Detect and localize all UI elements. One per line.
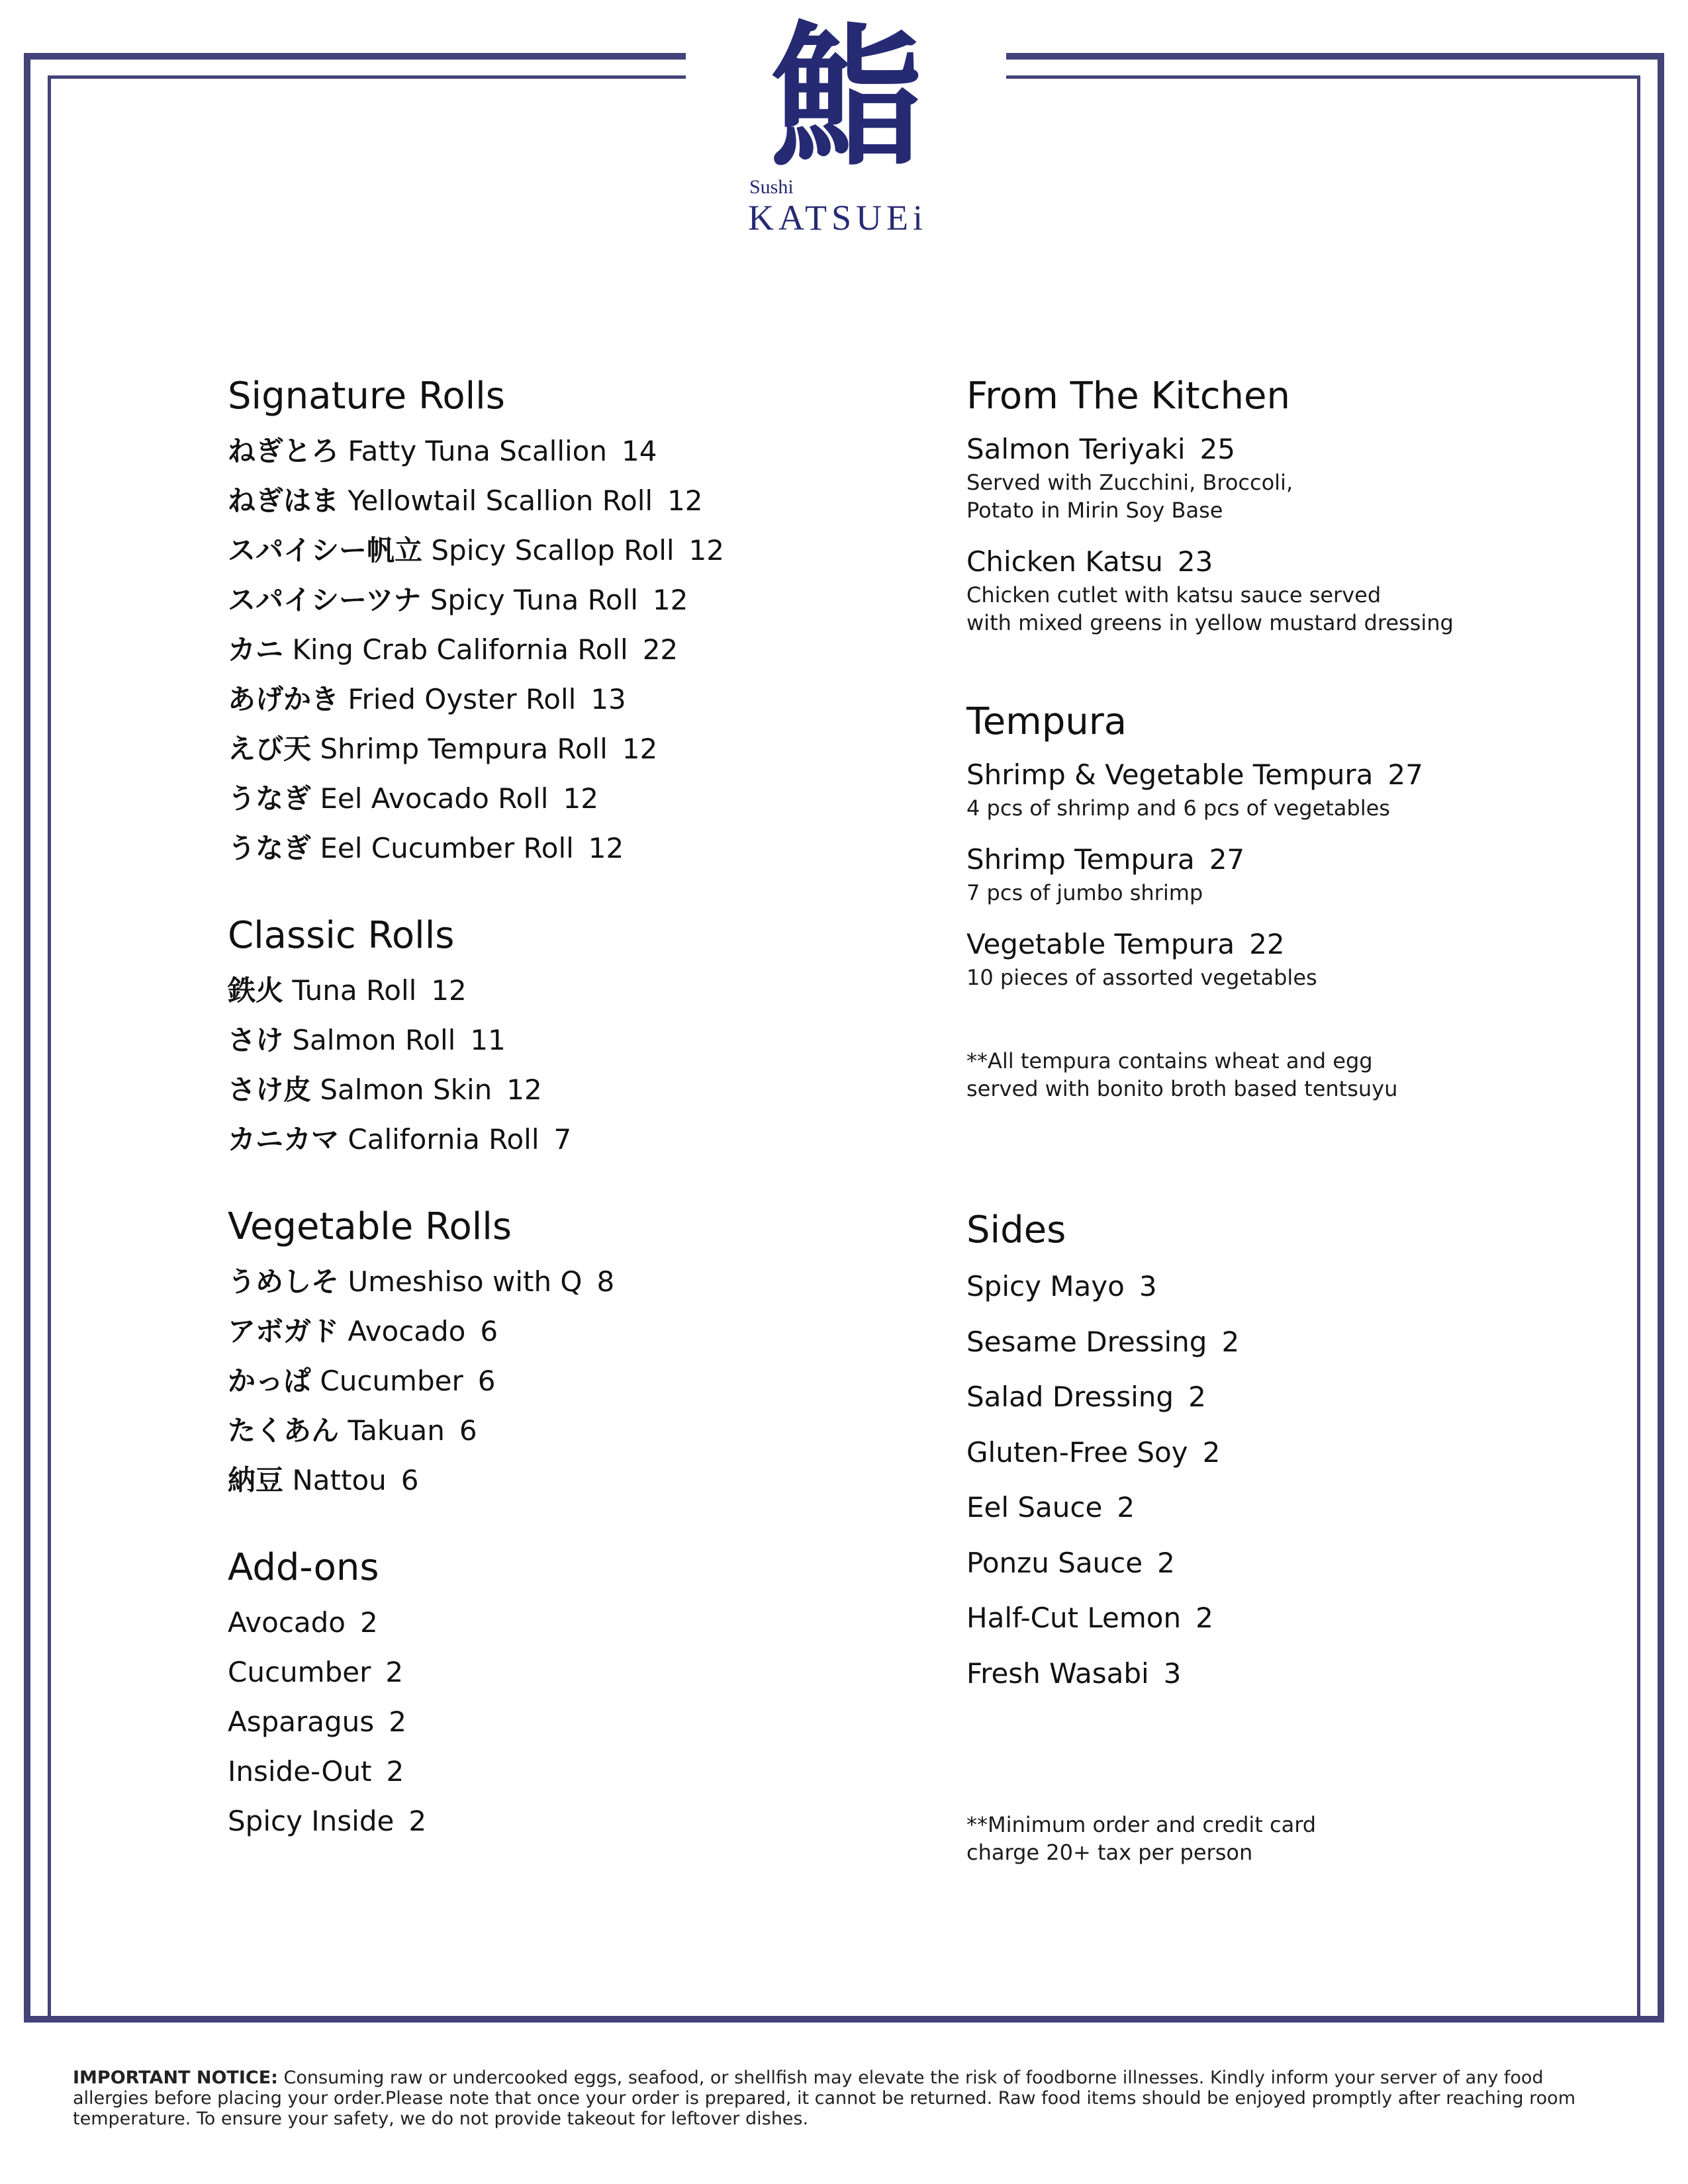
menu-right-column xyxy=(966,368,1536,1866)
item-name: Salmon Skin xyxy=(320,1073,492,1106)
important-notice xyxy=(73,2068,1615,2129)
item-name: Inside-Out xyxy=(228,1755,372,1788)
item-price: 8 xyxy=(596,1265,615,1298)
item-price: 2 xyxy=(386,1755,404,1788)
menu-item xyxy=(228,724,929,774)
item-price: 22 xyxy=(1249,928,1285,960)
item-name: Spicy Scallop Roll xyxy=(431,534,675,567)
item-price: 6 xyxy=(459,1414,477,1447)
menu-left-column xyxy=(228,368,929,1846)
item-name: King Crab California Roll xyxy=(292,633,628,666)
item-name: Sesame Dressing xyxy=(966,1325,1207,1358)
item-name: Half-Cut Lemon xyxy=(966,1602,1182,1634)
item-price: 2 xyxy=(1221,1325,1240,1358)
menu-item xyxy=(966,756,1536,822)
item-price: 2 xyxy=(1157,1546,1175,1579)
item-price: 2 xyxy=(1202,1435,1221,1469)
item-jp-name: あげかき xyxy=(228,683,340,715)
item-jp-name: えび天 xyxy=(228,733,312,765)
notice-label: IMPORTANT NOTICE: xyxy=(73,2068,278,2088)
item-price: 12 xyxy=(667,484,703,517)
item-price: 2 xyxy=(408,1805,427,1837)
item-name: Fried Oyster Roll xyxy=(348,683,577,715)
item-description: with mixed greens in yellow mustard dressing xyxy=(966,610,1454,635)
item-name: Avocado xyxy=(228,1606,346,1639)
item-name: Fatty Tuna Scallion xyxy=(348,435,607,467)
item-name: Shrimp & Vegetable Tempura xyxy=(966,758,1374,791)
item-price: 14 xyxy=(621,435,657,467)
item-jp-name: さけ皮 xyxy=(228,1073,312,1106)
item-name: Spicy Mayo xyxy=(966,1270,1125,1302)
item-price: 11 xyxy=(470,1024,506,1056)
item-price: 2 xyxy=(1117,1491,1135,1524)
menu-item xyxy=(228,1406,929,1455)
menu-item xyxy=(228,1115,929,1164)
menu-item xyxy=(228,1697,929,1747)
item-name: Salmon Roll xyxy=(292,1024,456,1056)
menu-item xyxy=(966,1259,1536,1314)
menu-item xyxy=(228,823,929,873)
item-name: Salad Dressing xyxy=(966,1381,1174,1413)
item-price: 2 xyxy=(1188,1381,1206,1413)
menu-item xyxy=(228,1257,929,1306)
item-name: Eel Cucumber Roll xyxy=(320,832,574,864)
menu-item xyxy=(228,1747,929,1796)
menu-item xyxy=(228,674,929,724)
item-jp-name: カニ xyxy=(228,633,284,666)
menu-item xyxy=(228,1647,929,1697)
item-jp-name: さけ xyxy=(228,1024,284,1056)
item-price: 6 xyxy=(400,1464,419,1496)
item-description: 4 pcs of shrimp and 6 pcs of vegetables xyxy=(966,796,1390,821)
menu-item xyxy=(228,426,929,476)
item-name: Asparagus xyxy=(228,1706,375,1738)
menu-item xyxy=(228,966,929,1015)
item-jp-name: 鉄火 xyxy=(228,974,284,1007)
item-price: 7 xyxy=(553,1123,572,1156)
menu-item xyxy=(228,1306,929,1356)
item-jp-name: アボガド xyxy=(228,1315,340,1347)
item-jp-name: 納豆 xyxy=(228,1464,284,1496)
item-name: Tuna Roll xyxy=(292,974,417,1007)
item-name: Takuan xyxy=(348,1414,445,1447)
section-tempura xyxy=(966,694,1536,1103)
logo-subtitle: Sushi xyxy=(749,176,794,198)
item-name: Shrimp Tempura Roll xyxy=(320,733,608,765)
section-vegetable-rolls xyxy=(228,1199,929,1505)
item-price: 3 xyxy=(1163,1657,1182,1690)
item-name: Fresh Wasabi xyxy=(966,1657,1149,1690)
item-name: Ponzu Sauce xyxy=(966,1546,1143,1579)
item-price: 12 xyxy=(563,782,598,815)
item-price: 12 xyxy=(431,974,467,1007)
menu-item xyxy=(966,1369,1536,1425)
item-price: 6 xyxy=(480,1315,498,1347)
section-add-ons xyxy=(228,1539,929,1846)
menu-item xyxy=(228,575,929,625)
section-title: Vegetable Rolls xyxy=(228,1205,512,1248)
menu-item xyxy=(966,430,1536,524)
menu-item xyxy=(966,1590,1536,1646)
menu-item xyxy=(228,1356,929,1406)
menu-item xyxy=(228,1598,929,1647)
item-name: Chicken Katsu xyxy=(966,545,1163,578)
menu-item xyxy=(228,625,929,674)
item-name: Yellowtail Scallion Roll xyxy=(348,484,653,517)
logo-name: KATSUEi xyxy=(748,198,928,238)
item-price: 12 xyxy=(688,534,724,567)
minimum-order-note: **Minimum order and credit card xyxy=(966,1812,1317,1837)
menu-item xyxy=(966,543,1536,637)
menu-item xyxy=(228,476,929,525)
item-price: 12 xyxy=(506,1073,542,1106)
item-name: Salmon Teriyaki xyxy=(966,433,1186,465)
item-name: Eel Sauce xyxy=(966,1491,1103,1524)
section-title: From The Kitchen xyxy=(966,375,1290,418)
item-name: Cucumber xyxy=(320,1365,463,1397)
item-description: 10 pieces of assorted vegetables xyxy=(966,965,1317,990)
item-jp-name: うめしそ xyxy=(228,1265,340,1298)
item-price: 25 xyxy=(1199,433,1235,465)
menu-item xyxy=(228,1015,929,1065)
menu-item xyxy=(228,1455,929,1505)
item-name: Avocado xyxy=(348,1315,466,1347)
section-title: Signature Rolls xyxy=(228,375,505,418)
item-jp-name: スパイシー帆立 xyxy=(228,534,423,567)
section-from-the-kitchen xyxy=(966,368,1536,637)
item-description: Served with Zucchini, Broccoli, xyxy=(966,470,1293,495)
menu-item xyxy=(966,841,1536,907)
item-price: 2 xyxy=(385,1656,404,1688)
item-price: 22 xyxy=(642,633,679,666)
menu-item xyxy=(966,1535,1536,1591)
logo-kanji: 鮨 xyxy=(769,6,918,187)
tempura-note: served with bonito broth based tentsuyu xyxy=(966,1076,1398,1101)
item-name: California Roll xyxy=(348,1123,539,1156)
item-price: 23 xyxy=(1177,545,1213,578)
item-jp-name: うなぎ xyxy=(228,832,312,864)
item-price: 2 xyxy=(389,1706,406,1738)
item-jp-name: ねぎはま xyxy=(228,484,340,517)
section-title: Add-ons xyxy=(228,1546,379,1589)
item-jp-name: たくあん xyxy=(228,1414,340,1447)
item-price: 13 xyxy=(590,683,626,715)
section-classic-rolls xyxy=(228,907,929,1164)
item-jp-name: かっぱ xyxy=(228,1365,312,1397)
menu-item xyxy=(966,925,1536,991)
item-price: 12 xyxy=(588,832,624,864)
menu-item xyxy=(228,774,929,823)
menu-item xyxy=(228,1065,929,1115)
section-signature-rolls xyxy=(228,368,929,873)
item-price: 6 xyxy=(477,1365,496,1397)
item-name: Spicy Tuna Roll xyxy=(430,584,638,616)
item-name: Gluten-Free Soy xyxy=(966,1435,1188,1469)
menu-item xyxy=(966,1646,1536,1702)
menu-item xyxy=(966,1425,1536,1480)
item-jp-name: うなぎ xyxy=(228,782,312,815)
item-jp-name: カニカマ xyxy=(228,1123,340,1156)
section-title: Sides xyxy=(966,1208,1066,1251)
item-description: 7 pcs of jumbo shrimp xyxy=(966,880,1203,905)
item-jp-name: ねぎとろ xyxy=(228,435,340,467)
item-name: Spicy Inside xyxy=(228,1805,395,1837)
item-description: Chicken cutlet with katsu sauce served xyxy=(966,582,1382,608)
menu-item xyxy=(228,525,929,575)
menu-item xyxy=(966,1314,1536,1370)
item-name: Nattou xyxy=(292,1464,387,1496)
item-price: 2 xyxy=(360,1606,378,1639)
tempura-note: **All tempura contains wheat and egg xyxy=(966,1048,1373,1073)
item-price: 3 xyxy=(1139,1270,1157,1302)
item-name: Cucumber xyxy=(228,1656,371,1688)
menu-item xyxy=(966,1480,1536,1535)
section-title: Classic Rolls xyxy=(228,914,455,957)
item-price: 12 xyxy=(652,584,688,616)
notice-text: Consuming raw or undercooked eggs, seafood, or shellfish may elevate the risk of foodborne illnesses. Kindly inform your server of any food allergies before placing your order.Please note that once your order is prepared, it cannot be returned. Raw food items should be enjoyed promptly after reaching room temperature. To ensure your safety, we do not provide takeout for leftover dishes. xyxy=(73,2068,1576,2129)
item-name: Shrimp Tempura xyxy=(966,843,1195,876)
menu-item xyxy=(228,1796,929,1846)
item-name: Vegetable Tempura xyxy=(966,928,1235,960)
minimum-order-note: charge 20+ tax per person xyxy=(966,1840,1253,1865)
section-title: Tempura xyxy=(966,700,1127,743)
item-description: Potato in Mirin Soy Base xyxy=(966,498,1223,523)
item-price: 2 xyxy=(1196,1602,1213,1634)
item-price: 27 xyxy=(1209,843,1245,876)
item-name: Umeshiso with Q xyxy=(348,1265,583,1298)
item-name: Eel Avocado Roll xyxy=(320,782,549,815)
item-price: 12 xyxy=(622,733,658,765)
item-jp-name: スパイシーツナ xyxy=(228,584,422,616)
restaurant-logo xyxy=(739,6,951,245)
item-price: 27 xyxy=(1387,758,1423,791)
section-sides xyxy=(966,1202,1536,1701)
